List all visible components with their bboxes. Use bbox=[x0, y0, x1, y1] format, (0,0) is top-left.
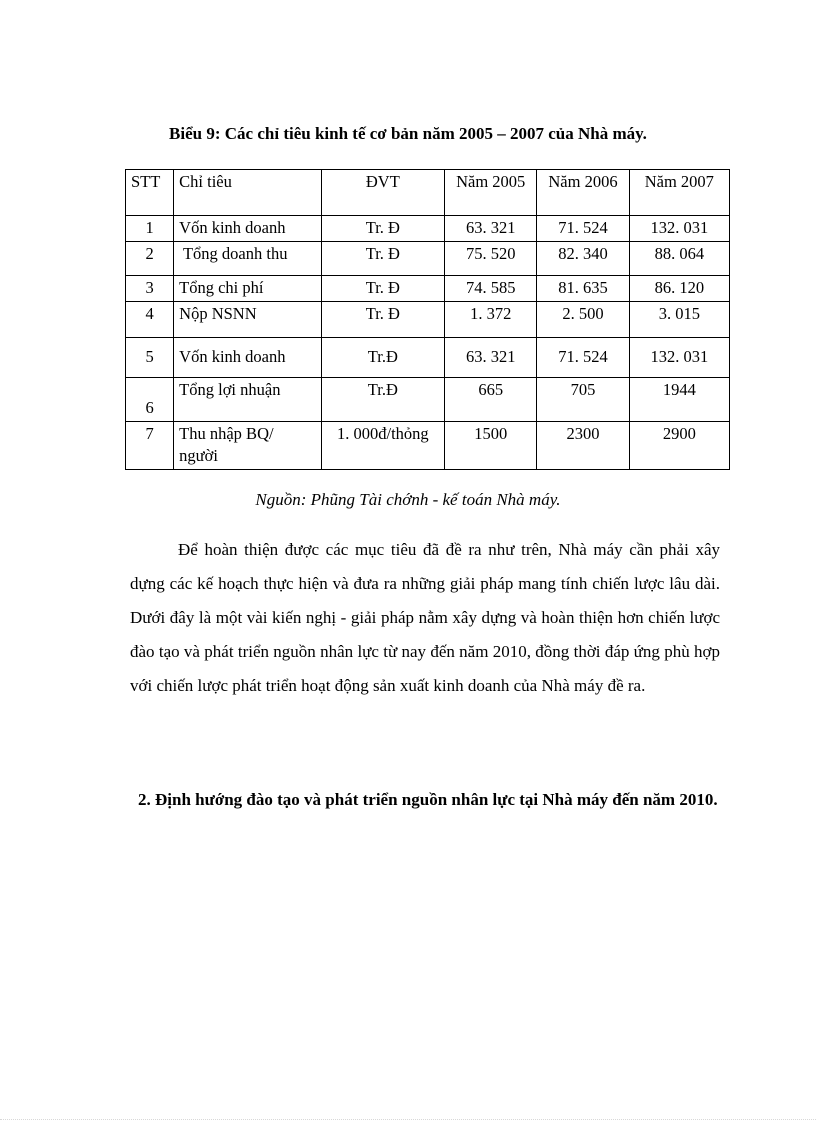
header-stt: STT bbox=[126, 170, 174, 216]
cell-stt: 2 bbox=[126, 242, 174, 276]
cell-stt: 6 bbox=[126, 378, 174, 422]
cell-2007: 1944 bbox=[629, 378, 729, 422]
table-row bbox=[126, 302, 730, 338]
cell-2005: 63. 321 bbox=[445, 338, 537, 378]
cell-unit: Tr. Đ bbox=[321, 276, 444, 302]
cell-unit: Tr. Đ bbox=[321, 302, 444, 338]
header-unit: ĐVT bbox=[321, 170, 444, 216]
header-2006: Năm 2006 bbox=[537, 170, 629, 216]
figure-label: Biểu 9 bbox=[169, 124, 215, 143]
table-source-note: Nguồn: Phũng Tài chớnh - kế toán Nhà máy. bbox=[255, 490, 561, 509]
cell-2006: 81. 635 bbox=[537, 276, 629, 302]
cell-indicator: Vốn kinh doanh bbox=[174, 338, 321, 378]
cell-2005: 75. 520 bbox=[445, 242, 537, 276]
cell-indicator: Tổng chi phí bbox=[174, 276, 321, 302]
cell-2007: 86. 120 bbox=[629, 276, 729, 302]
cell-2006: 71. 524 bbox=[537, 216, 629, 242]
cell-2005: 1. 372 bbox=[445, 302, 537, 338]
cell-indicator: Tổng doanh thu bbox=[174, 242, 321, 276]
page-bottom-rule bbox=[0, 1119, 816, 1120]
cell-unit: Tr. Đ bbox=[321, 242, 444, 276]
cell-2007: 2900 bbox=[629, 422, 729, 470]
cell-stt: 5 bbox=[126, 338, 174, 378]
economic-indicators-table bbox=[125, 169, 730, 470]
section-heading: 2. Định hướng đào tạo và phát triển nguồn nhân lực tại Nhà máy đến năm 2010. bbox=[138, 790, 718, 809]
cell-unit: Tr.Đ bbox=[321, 338, 444, 378]
cell-2007: 3. 015 bbox=[629, 302, 729, 338]
header-2007: Năm 2007 bbox=[629, 170, 729, 216]
cell-2007: 88. 064 bbox=[629, 242, 729, 276]
cell-2007: 132. 031 bbox=[629, 338, 729, 378]
cell-2006: 71. 524 bbox=[537, 338, 629, 378]
cell-unit: Tr.Đ bbox=[321, 378, 444, 422]
cell-stt: 3 bbox=[126, 276, 174, 302]
cell-2005: 74. 585 bbox=[445, 276, 537, 302]
cell-2006: 82. 340 bbox=[537, 242, 629, 276]
table-header-row bbox=[126, 170, 730, 216]
cell-2005: 1500 bbox=[445, 422, 537, 470]
cell-indicator: Thu nhập BQ/ người bbox=[174, 422, 321, 470]
header-indicator: Chỉ tiêu bbox=[174, 170, 321, 216]
cell-stt: 4 bbox=[126, 302, 174, 338]
table-row bbox=[126, 422, 730, 470]
table-row bbox=[126, 276, 730, 302]
cell-stt: 1 bbox=[126, 216, 174, 242]
cell-2007: 132. 031 bbox=[629, 216, 729, 242]
table-row bbox=[126, 242, 730, 276]
cell-indicator: Tổng lợi nhuận bbox=[174, 378, 321, 422]
body-paragraph: Để hoàn thiện được các mục tiêu đã đề ra như trên, Nhà máy cần phải xây dựng các kế hoạch thực hiện và đưa ra những giải pháp mang tính chiến lược lâu dài. Dưới đây là một vài kiến nghị - giải pháp nằm xây dựng và hoàn thiện hơn chiến lược đào tạo và phát triển nguồn nhân lực từ nay đến năm 2010, đồng thời đáp ứng phù hợp với chiến lược phát triển hoạt động sản xuất kinh doanh của Nhà máy đề ra. bbox=[130, 540, 720, 695]
cell-2005: 665 bbox=[445, 378, 537, 422]
table-row bbox=[126, 338, 730, 378]
cell-2005: 63. 321 bbox=[445, 216, 537, 242]
cell-unit: Tr. Đ bbox=[321, 216, 444, 242]
cell-indicator: Nộp NSNN bbox=[174, 302, 321, 338]
cell-stt: 7 bbox=[126, 422, 174, 470]
cell-2006: 2. 500 bbox=[537, 302, 629, 338]
table-row bbox=[126, 378, 730, 422]
header-2005: Năm 2005 bbox=[445, 170, 537, 216]
cell-indicator: Vốn kinh doanh bbox=[174, 216, 321, 242]
cell-2006: 2300 bbox=[537, 422, 629, 470]
table-row bbox=[126, 216, 730, 242]
cell-2006: 705 bbox=[537, 378, 629, 422]
table-caption bbox=[0, 124, 816, 144]
cell-unit: 1. 000đ/thỏng bbox=[321, 422, 444, 470]
caption-title: : Các chỉ tiêu kinh tế cơ bản năm 2005 – 2007 của Nhà máy. bbox=[214, 124, 647, 143]
